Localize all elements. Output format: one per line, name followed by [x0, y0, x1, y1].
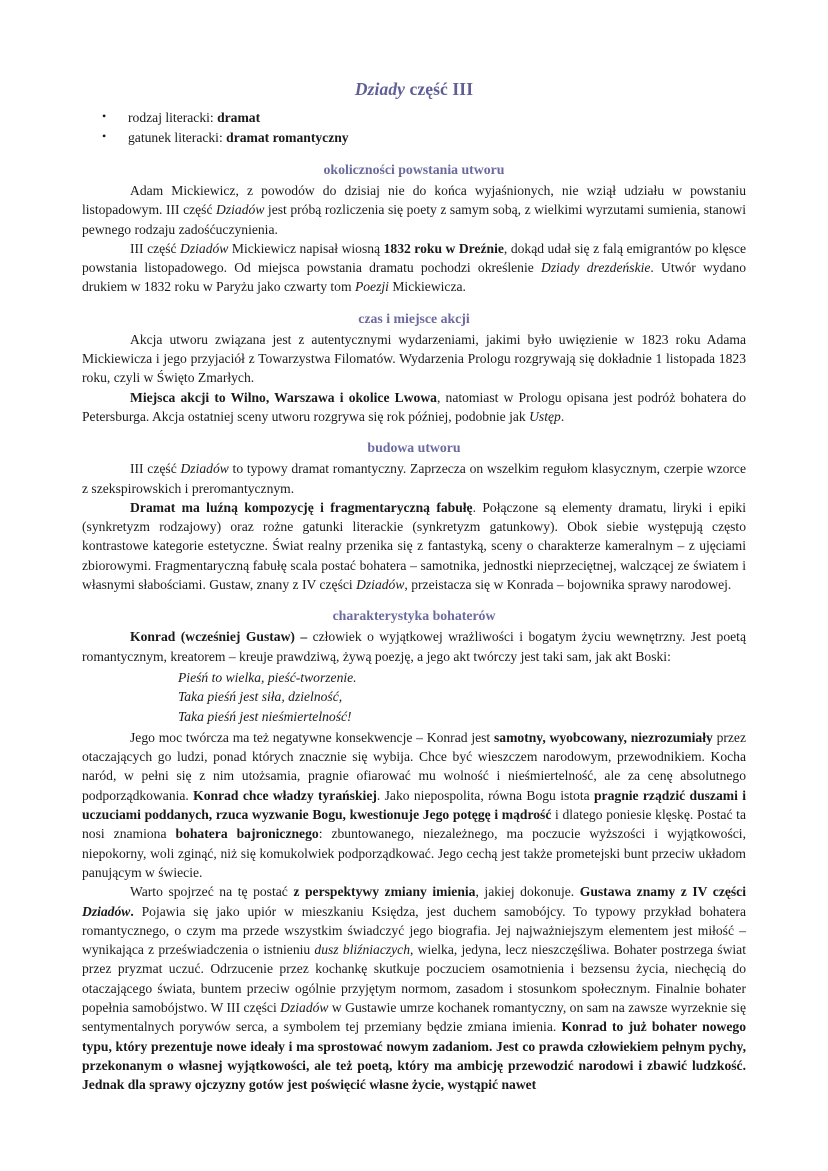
section-heading-czas-i-miejsce: czas i miejsce akcji: [358, 310, 470, 326]
quote-line: Taka pieśń jest siła, dzielność,: [178, 689, 343, 705]
paragraph: Adam Mickiewicz, z powodów do dzisiaj nie do końca wyjaśnionych, nie wziął udziału w powstaniu listopadowym. III część Dziadów jest próbą rozliczenia się poety z samym sobą, z wielkimi wyrzutami sumienia, stanowi pewnego rodzaju zadośćuczynienia.: [82, 183, 746, 237]
page-title-rest: część III: [405, 79, 474, 99]
bullet-label: gatunek literacki:: [128, 129, 227, 145]
section-heading-charakterystyka: charakterystyka bohaterów: [332, 608, 496, 624]
paragraph: Jego moc twórcza ma też negatywne konsekwencje – Konrad jest samotny, wyobcowany, niezrozumiały przez otaczających go ludzi, ponad których znacznie się wybija. Chce być wieszczem narodowym, przewodnikiem. Kocha naród, w pełni się z nim utożsamia, pragnie ofiarować mu wolność i nieśmiertelność, ale za cenę absolutnego podporządkowania. Konrad chce władzy tyrańskiej. Jako niepospolita, równa Bogu istota pragnie rządzić duszami i uczuciami poddanych, rzuca wyzwanie Bogu, kwestionuje Jego potęgę i mądrość i dlatego poniesie klęskę. Postać ta nosi znamiona bohatera bajronicznego: zbuntowanego, niezależnego, ma poczucie wyższości i wyjątkowości, niepokorny, woli zginąć, niż się komukolwiek podporządkować. Jego cechą jest także prometejski bunt przeciw układom panującym w świecie.: [82, 729, 746, 880]
paragraph: III część Dziadów Mickiewicz napisał wiosną 1832 roku w Dreźnie, dokąd udał się z falą emigrantów po klęsce powstania listopadowego. Od miejsca powstania dramatu pochodzi określenie Dziady drezdeńskie. Utwór wydano drukiem w 1832 roku w Paryżu jako czwarty tom Poezji Mickiewicza.: [82, 240, 747, 295]
paragraph: III część Dziadów to typowy dramat romantyczny. Zaprzecza on wszelkim regułom klasycznym, czerpie wzorce z szekspirowskich i preromantycznym.: [82, 461, 746, 496]
poem-quote-block: [82, 668, 746, 726]
bullet-value: dramat: [217, 110, 261, 125]
quote-line: Pieśń to wielka, pieść-tworzenie.: [178, 669, 357, 685]
section-heading-budowa: budowa utworu: [367, 440, 461, 456]
page-title-italic-part: Dziady: [354, 79, 406, 99]
paragraph: Miejsca akcji to Wilno, Warszawa i okolice Lwowa, natomiast w Prologu opisana jest podróż bohatera do Petersburga. Akcja ostatniej sceny utworu rozgrywa się rok później, podobnie jak Ustęp.: [82, 389, 747, 424]
paragraph: Konrad (wcześniej Gustaw) – człowiek o wyjątkowej wrażliwości i bogatym życiu wewnętrzny. Jest poetą romantycznym, kreatorem – kreuje prawdziwą, żywą poezję, a jego akt twórczy jest taki sam, jak akt Boski:: [82, 629, 746, 664]
paragraph: Warto spojrzeć na tę postać z perspektywy zmiany imienia, jakiej dokonuje. Gustawa znamy z IV części Dziadów. Pojawia się jako upiór w mieszkaniu Księdza, jest duchem samobójcy. To typowy przykład bohatera romantycznego, o czym ma przede wszystkim świadczyć jego biografia. Jej najważniejszym elementem jest miłość – wynikająca z przeświadczenia o istnieniu dusz bliźniaczych, wielka, jedyna, lecz nieszczęśliwa. Bohater postrzega świat przez pryzmat uczuć. Odrzucenie przez kochankę skutkuje poczuciem osamotnienia i bezsensu życia, niechęcią do otaczającego świata, buntem przeciw ogólnie przyjętym normom, zasadom i stosunkom społecznym. Finalnie bohater popełnia samobójstwo. W III części Dziadów w Gustawie umrze kochanek romantyczny, on sam na zawsze wyrzeknie się sentymentalnych porywów serca, a symbolem tej przemiany będzie zmiana imienia. Konrad to już bohater nowego typu, który prezentuje nowe ideały i ma sprostować nowym zadaniom. Jest co prawda człowiekiem pełnym pychy, przekonanym o własnej wyjątkowości, ale też poetą, który ma ambicję przewodzić narodowi i zbawić ludzkość. Jednak dla sprawy ojczyzny gotów jest poświęcić własne życie, wystąpić nawet: [82, 884, 746, 1093]
bullet-label: rodzaj literacki:: [128, 110, 218, 125]
bullet-value: dramat romantyczny: [226, 129, 349, 145]
metadata-bullet-list: [82, 108, 746, 147]
quote-line: Taka pieśń jest nieśmiertelność!: [178, 708, 352, 724]
section-heading-okolicznosci: okoliczności powstania utworu: [323, 162, 505, 177]
paragraph: Dramat ma luźną kompozycję i fragmentaryczną fabułę. Połączone są elementy dramatu, liryki i epiki (synkretyzm rodzajowy) oraz rożne gatunki literackie (synkretyzm gatunkowy). Obok siebie występują często kontrastowe kategorie estetyczne. Świat realny przenika się z fantastyką, sceny o charakterze kameralnym – z ujęciami zbiorowymi. Fragmentaryczną fabułę scala postać bohatera – samotnika, jednostki nieprzeciętnej, walczącej ze światem i własnymi słabościami. Gustaw, znany z IV części Dziadów, przeistacza się w Konrada – bojownika sprawy narodowej.: [82, 499, 746, 593]
paragraph: Akcja utworu związana jest z autentycznymi wydarzeniami, jakimi było uwięzienie w 1823 roku Adama Mickiewicza i jego przyjaciół z Towarzystwa Filomatów. Wydarzenia Prologu rozgrywają się dokładnie 1 listopada 1823 roku, czyli w Święto Zmarłych.: [82, 331, 746, 386]
page-title: [82, 78, 746, 100]
list-item: [82, 108, 746, 128]
list-item: [82, 128, 746, 148]
